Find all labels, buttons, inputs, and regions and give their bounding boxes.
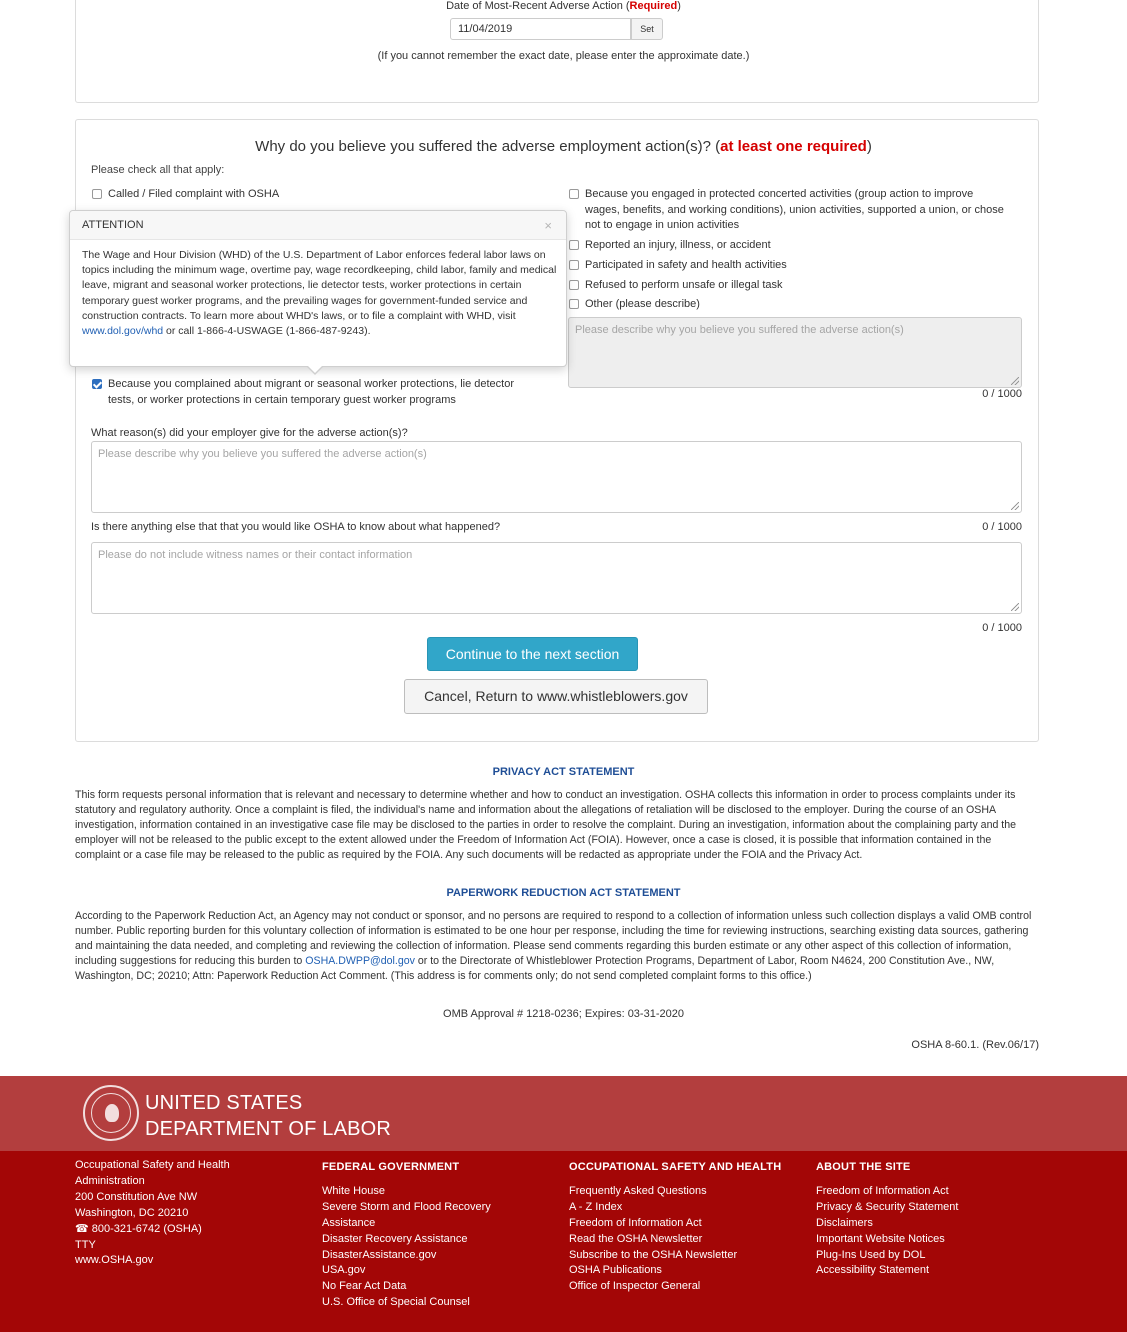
eagle-icon: [105, 1104, 119, 1122]
anything-else-label: Is there anything else that that you would like OSHA to know about what happened?: [91, 521, 501, 533]
popover-text: The Wage and Hour Division (WHD) of the U.S. Department of Labor enforces federal labor laws on topics including the minimum wage, overtime pay, wage recordkeeping, child labor, family and medical leave, migrant and seasonal worker protections, lie detector tests, worker protections in certain temporary guest worker programs, and the prevailing wages for government-funded service and construction contracts. To learn more about WHD's laws, or to file a complaint with WHD, visit: [82, 249, 557, 322]
address-line: Washington, DC 20210: [75, 1206, 189, 1219]
department-line-1: UNITED STATES: [145, 1092, 303, 1114]
footer-link[interactable]: A - Z Index: [569, 1200, 623, 1213]
footer-link[interactable]: Freedom of Information Act: [816, 1184, 949, 1197]
reasons-title-suffix: ): [866, 138, 872, 155]
popover-header: [70, 211, 566, 240]
placeholder: Please describe why you believe you suffered the adverse action(s): [575, 324, 904, 336]
footer-link[interactable]: No Fear Act Data: [322, 1280, 407, 1293]
address-line: 200 Constitution Ave NW: [75, 1190, 198, 1203]
footer-heading: ABOUT THE SITE: [816, 1161, 911, 1173]
option-label: Refused to perform unsafe or illegal task: [585, 279, 783, 291]
footer-col-osh: [569, 1160, 781, 1295]
department-name[interactable]: [145, 1090, 391, 1142]
placeholder: Please do not include witness names or their contact information: [98, 549, 413, 561]
reason-char-counter: 0 / 1000: [982, 521, 1022, 533]
set-date-button[interactable]: Set: [631, 18, 663, 40]
date-input[interactable]: 11/04/2019: [450, 18, 631, 40]
continue-button[interactable]: Continue to the next section: [427, 637, 638, 671]
address-line: Occupational Safety and Health: [75, 1159, 230, 1171]
footer-link[interactable]: DisasterAssistance.gov: [322, 1248, 437, 1261]
paperwork-text: According to the Paperwork Reduction Act, an Agency may not conduct or sponsor, and no persons are required to respond to a collection of information unless such collection displays a valid OMB control number. Public reporting burden for this voluntary collection of information is estimated to be one hour per response, including the time for reviewing instructions, searching existing data sources, gathering and maintaining the data needed, and completing and reviewing the collection of information. Please send comments regarding this burden estimate or any other aspect of this collection of information, including suggestions for reducing this burden to: [75, 910, 1032, 968]
checkbox-checked[interactable]: [92, 379, 102, 389]
date-label-text: Date of Most-Recent Adverse Action (: [446, 0, 630, 12]
footer-link[interactable]: Disaster Recovery Assistance: [322, 1232, 468, 1245]
checkbox[interactable]: [569, 280, 579, 290]
close-icon[interactable]: ×: [544, 218, 552, 233]
footer-col-about: [816, 1160, 958, 1279]
checkbox[interactable]: [92, 189, 102, 199]
reasons-title-text: Why do you believe you suffered the adverse employment action(s)? (: [255, 138, 721, 155]
footer-link[interactable]: Freedom of Information Act: [569, 1216, 702, 1229]
footer-link[interactable]: Office of Inspector General: [569, 1280, 701, 1293]
resize-grip-icon[interactable]: [1011, 603, 1019, 611]
attention-popover: [69, 210, 567, 367]
reasons-title: [0, 138, 1127, 155]
phone-number[interactable]: ☎ 800-321-6742 (OSHA): [75, 1222, 202, 1235]
osha-website-link[interactable]: www.OSHA.gov: [75, 1254, 154, 1267]
footer-heading: FEDERAL GOVERNMENT: [322, 1161, 460, 1173]
paperwork-title: PAPERWORK REDUCTION ACT STATEMENT: [446, 887, 681, 899]
employer-reason-textarea[interactable]: [91, 441, 1022, 513]
checkbox[interactable]: [569, 240, 579, 250]
placeholder: Please describe why you believe you suffered the adverse action(s): [98, 448, 427, 460]
footer-link[interactable]: Accessibility Statement: [816, 1264, 930, 1277]
required-marker: at least one required: [720, 138, 867, 155]
footer-link[interactable]: Plug-Ins Used by DOL: [816, 1248, 926, 1261]
checkbox[interactable]: [569, 189, 579, 199]
footer-link[interactable]: Privacy & Security Statement: [816, 1200, 959, 1213]
address-line: Administration: [75, 1174, 145, 1187]
popover-text-after: or call 1-866-4-USWAGE (1-866-487-9243).: [163, 325, 371, 338]
other-char-counter: 0 / 1000: [982, 388, 1022, 400]
footer-heading: OCCUPATIONAL SAFETY AND HEALTH: [569, 1161, 782, 1173]
omb-approval: OMB Approval # 1218-0236; Expires: 03-31-2020: [443, 1008, 684, 1020]
other-description-textarea[interactable]: [568, 317, 1022, 388]
option-label: Called / Filed complaint with OSHA: [108, 188, 280, 200]
check-all-instruction: Please check all that apply:: [91, 164, 225, 176]
popover-arrow: [306, 366, 324, 375]
resize-grip-icon[interactable]: [1011, 377, 1019, 385]
footer-address: [75, 1158, 230, 1269]
employer-reason-label: What reason(s) did your employer give for the adverse action(s)?: [91, 427, 408, 439]
option-migrant-worker[interactable]: [91, 377, 551, 406]
privacy-title: PRIVACY ACT STATEMENT: [492, 766, 635, 778]
date-label-suffix: ): [677, 0, 681, 12]
resize-grip-icon[interactable]: [1011, 502, 1019, 510]
whd-link[interactable]: www.dol.gov/whd: [82, 325, 164, 338]
footer-link[interactable]: Subscribe to the OSHA Newsletter: [569, 1248, 738, 1261]
footer-link[interactable]: U.S. Office of Special Counsel: [322, 1296, 470, 1309]
footer-link[interactable]: Disclaimers: [816, 1216, 873, 1229]
checkbox[interactable]: [569, 260, 579, 270]
footer-link[interactable]: Frequently Asked Questions: [569, 1184, 707, 1197]
footer-link[interactable]: OSHA Publications: [569, 1264, 662, 1277]
footer-link[interactable]: Assistance: [322, 1216, 376, 1229]
paperwork-body: [75, 909, 1039, 984]
date-label: [0, 0, 1127, 12]
option-label: Because you complained about migrant or seasonal worker protections, lie detector tests, or worker protections in certain temporary guest worker programs: [108, 378, 515, 406]
privacy-body: This form requests personal information that is relevant and necessary to determine whether and how to conduct an investigation. OSHA collects this information in order to process complaints under its statutory and regulatory authority. Once a complaint is filed, the individual's name and information about the allegations of retaliation will be disclosed to the employer. During the course of an OSHA investigation, information contained in an investigative case file may be disclosed to the parties in order to resolve the complaint. During an investigation, information about the complaining party and the employer will not be released to the public except to the extent allowed under the Freedom of Information Act (FOIA). However, once a case is closed, it is possible that information contained in the complaint or a case file may be released to the public as required by the FOIA. Any such documents will be redacted as appropriate under the FOIA and the Privacy Act.: [75, 789, 1017, 862]
cancel-button[interactable]: Cancel, Return to www.whistleblowers.gov: [404, 679, 708, 714]
option-label: Because you engaged in protected concerted activities (group action to improve wages, benefits, and working conditions), union activities, supported a union, or chose not to engage in union activities: [585, 188, 1004, 231]
footer-link[interactable]: Severe Storm and Flood Recovery: [322, 1200, 491, 1213]
footer-link[interactable]: Important Website Notices: [816, 1232, 945, 1245]
option-label: Other (please describe): [585, 298, 700, 310]
dwpp-email-link[interactable]: OSHA.DWPP@dol.gov: [305, 955, 415, 968]
footer-link[interactable]: USA.gov: [322, 1264, 366, 1277]
popover-body: [82, 248, 558, 339]
required-marker: Required: [629, 0, 678, 12]
option-label: Reported an injury, illness, or accident: [585, 239, 771, 251]
date-hint: (If you cannot remember the exact date, please enter the approximate date.): [377, 50, 750, 62]
footer-col-federal: [322, 1160, 491, 1311]
footer-link[interactable]: White House: [322, 1184, 385, 1197]
anything-else-textarea[interactable]: [91, 542, 1022, 614]
paperwork-text-after: or to the Directorate of Whistleblower Protection Programs, Department of Labor, Room N4624, 200 Constitution Ave., NW, Washington, DC; 20210; Attn: Paperwork Reduction Act Comment. (This address is for comments only; do not send completed complaint forms to this office.): [75, 955, 995, 983]
form-number: OSHA 8-60.1. (Rev.06/17): [911, 1039, 1039, 1051]
department-line-2: DEPARTMENT OF LABOR: [145, 1118, 392, 1140]
option-label: Participated in safety and health activities: [585, 259, 787, 271]
else-char-counter: 0 / 1000: [982, 622, 1022, 634]
dol-seal-logo[interactable]: [83, 1085, 139, 1141]
popover-title: ATTENTION: [82, 219, 144, 231]
tty-link[interactable]: TTY: [75, 1238, 96, 1251]
checkbox[interactable]: [569, 299, 579, 309]
footer-link[interactable]: Read the OSHA Newsletter: [569, 1232, 703, 1245]
